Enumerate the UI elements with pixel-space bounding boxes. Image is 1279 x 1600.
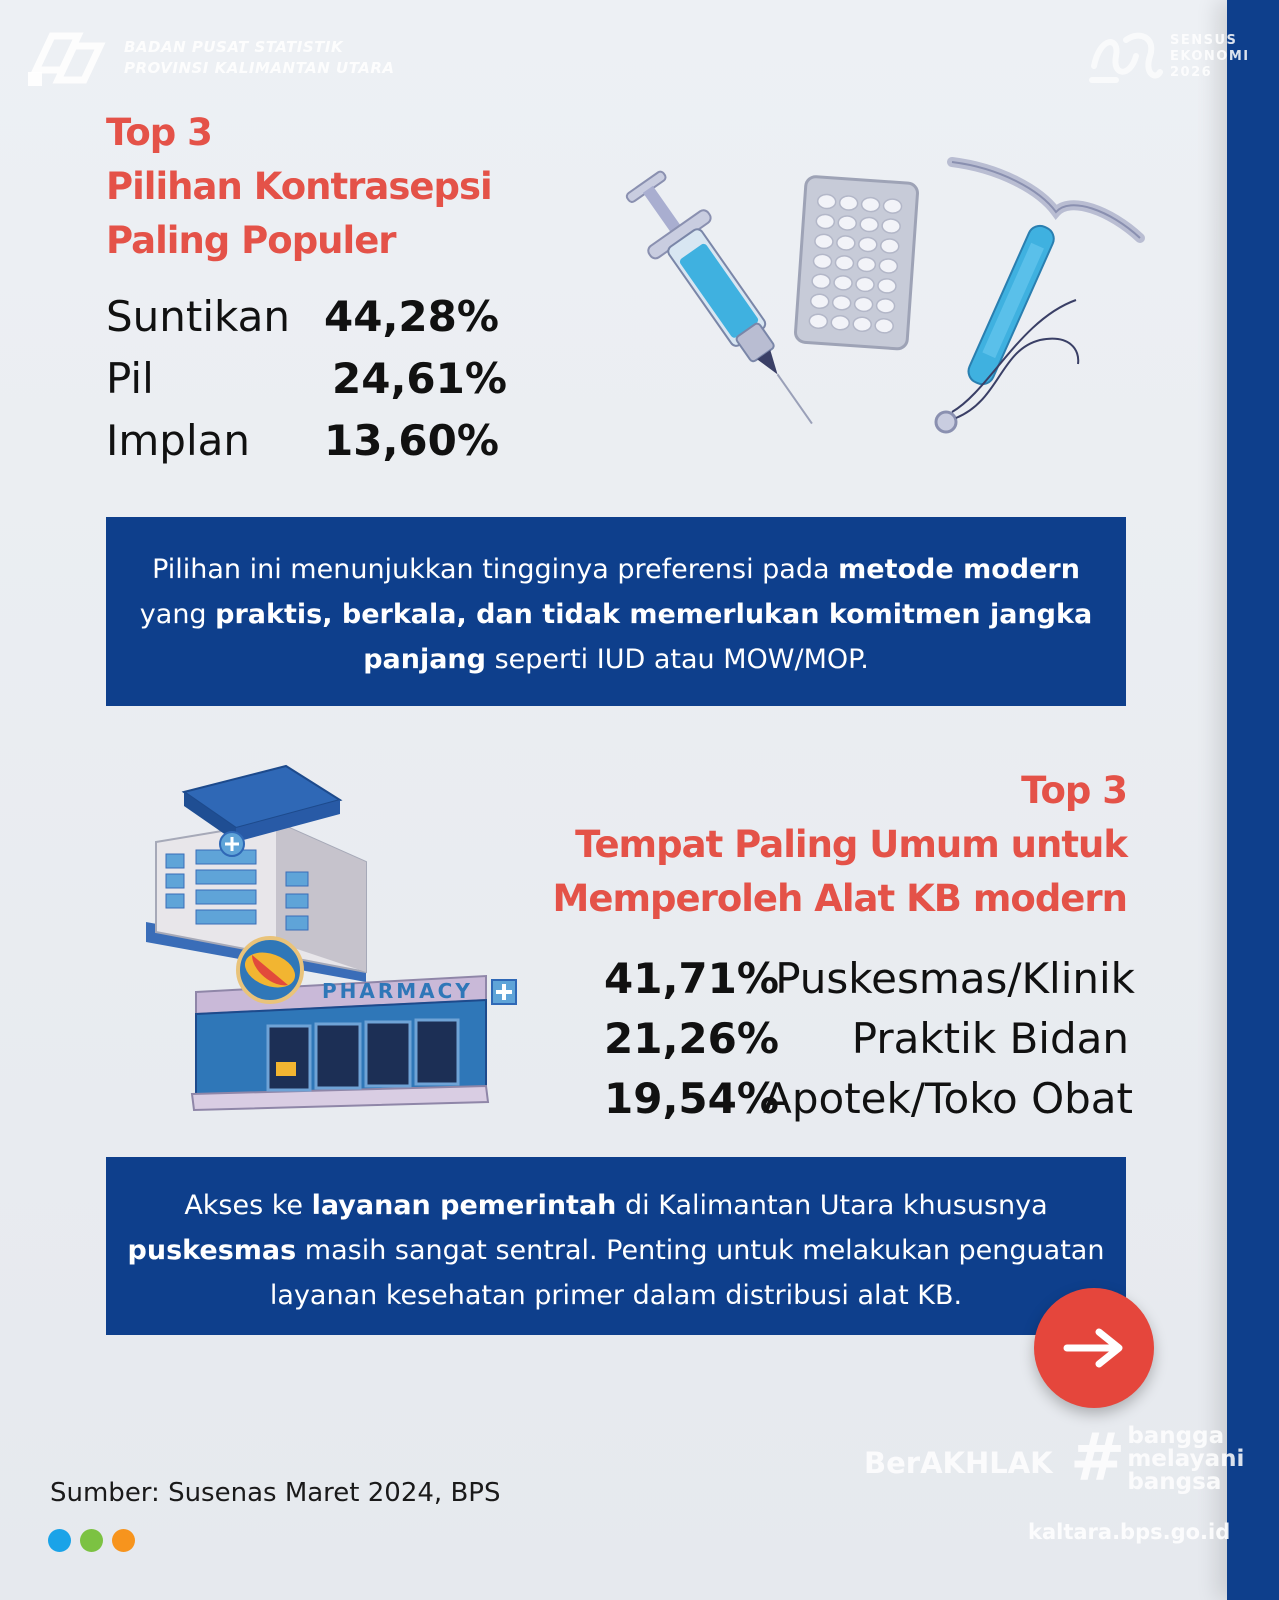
berakhlak-logo: BerAKHLAK bbox=[864, 1446, 1053, 1480]
section1-title-line3: Paling Populer bbox=[106, 219, 396, 262]
contraceptive-label: Implan bbox=[106, 416, 250, 465]
section2-title-line1: Top 3 bbox=[1021, 769, 1127, 812]
se-line2: EKONOMI bbox=[1170, 49, 1250, 64]
org-name-line1: BADAN PUSAT STATISTIK bbox=[124, 38, 344, 56]
bangga-melayani-logo bbox=[1070, 1419, 1245, 1496]
bps-logo bbox=[26, 26, 395, 90]
box2-text: Akses ke bbox=[184, 1190, 312, 1221]
sensus-emblem-icon bbox=[1086, 26, 1164, 88]
contraceptive-value: 13,60% bbox=[324, 416, 499, 465]
place-label: Apotek/Toko Obat bbox=[763, 1074, 1133, 1123]
section1-title-line1: Top 3 bbox=[106, 111, 212, 154]
bangga-line1: bangga bbox=[1127, 1423, 1225, 1449]
section2-insight-box bbox=[106, 1157, 1126, 1335]
place-label: Praktik Bidan bbox=[851, 1014, 1129, 1063]
box2-text: masih sangat sentral. Penting untuk melakukan penguatan layanan kesehatan primer dalam distribusi alat KB. bbox=[269, 1235, 1105, 1311]
section2-title-line3: Memperoleh Alat KB modern bbox=[552, 877, 1127, 920]
section2-title bbox=[527, 764, 1127, 926]
contraceptive-label: Suntikan bbox=[106, 292, 290, 341]
box1-text: seperti IUD atau MOW/MOP. bbox=[485, 644, 869, 675]
box1-text: Pilihan ini menunjukkan tingginya preferensi pada bbox=[152, 554, 839, 585]
place-label: Puskesmas/Klinik bbox=[775, 954, 1135, 1003]
sensus-ekonomi-logo bbox=[1086, 26, 1250, 88]
box2-bold: puskesmas bbox=[127, 1235, 297, 1266]
section1-title bbox=[106, 106, 576, 268]
box2-bold: layanan pemerintah bbox=[311, 1190, 617, 1221]
pill-pack-icon bbox=[795, 176, 918, 349]
box2-text: di Kalimantan Utara khususnya bbox=[616, 1190, 1048, 1221]
bps-emblem-icon bbox=[26, 26, 110, 90]
contraceptive-value: 44,28% bbox=[324, 292, 499, 341]
side-bar bbox=[1227, 0, 1279, 1600]
place-value: 41,71% bbox=[604, 954, 779, 1003]
org-name-line2: PROVINSI KALIMANTAN UTARA bbox=[124, 59, 395, 77]
website-link[interactable]: kaltara.bps.go.id bbox=[1028, 1520, 1231, 1544]
decorative-dots bbox=[48, 1529, 144, 1552]
box1-bold: metode modern bbox=[838, 554, 1080, 585]
iud-icon bbox=[936, 162, 1140, 432]
bangga-line2: melayani bbox=[1127, 1446, 1245, 1472]
place-value: 21,26% bbox=[604, 1014, 779, 1063]
contraceptive-label: Pil bbox=[106, 354, 154, 403]
bangga-line3: bangsa bbox=[1127, 1469, 1222, 1495]
source-text: Sumber: Susenas Maret 2024, BPS bbox=[50, 1478, 501, 1508]
hashtag-icon: # bbox=[1070, 1419, 1126, 1496]
se-line1: SENSUS bbox=[1170, 33, 1238, 48]
contraceptives-illustration bbox=[600, 150, 1170, 470]
arrow-right-icon bbox=[1063, 1328, 1125, 1368]
next-button[interactable] bbox=[1034, 1288, 1154, 1408]
section1-title-line2: Pilihan Kontrasepsi bbox=[106, 165, 492, 208]
dot-green-icon bbox=[80, 1529, 103, 1552]
contraceptive-value: 24,61% bbox=[332, 354, 507, 403]
se-line3: 2026 bbox=[1170, 65, 1213, 80]
dot-orange-icon bbox=[112, 1529, 135, 1552]
place-value: 19,54% bbox=[604, 1074, 779, 1123]
pharmacy-sign: PHARMACY bbox=[322, 979, 473, 1003]
box1-bold: praktis, berkala, dan tidak memerlukan komitmen jangka panjang bbox=[215, 599, 1093, 675]
pharmacy-building-illustration bbox=[136, 762, 536, 1122]
section1-insight-box bbox=[106, 517, 1126, 706]
section2-title-line2: Tempat Paling Umum untuk bbox=[575, 823, 1127, 866]
box1-text: yang bbox=[139, 599, 216, 630]
dot-blue-icon bbox=[48, 1529, 71, 1552]
